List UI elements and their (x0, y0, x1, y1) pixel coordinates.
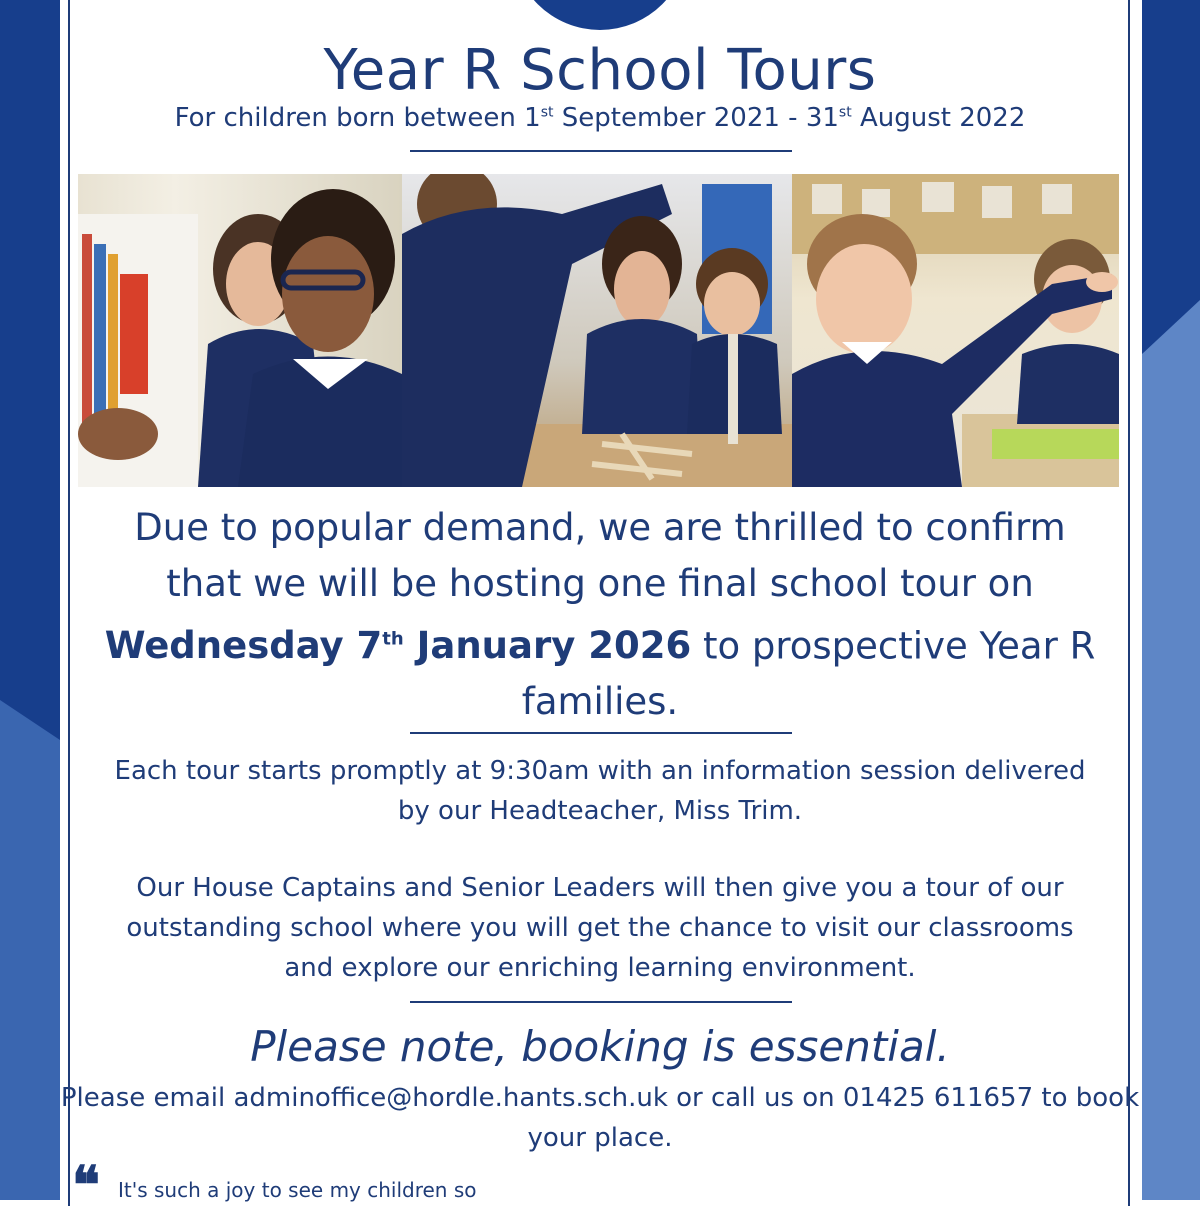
photo-library-children (78, 174, 402, 487)
tour-info-paragraph: Each tour starts promptly at 9:30am with an information session delivered by our Headteacher, Miss Trim. (114, 756, 1086, 826)
tour-date: Wednesday 7th January 2026 (104, 624, 692, 668)
left-border-accent (0, 700, 60, 1200)
photo-classroom-pointing (792, 174, 1119, 487)
announcement-line-1: Due to popular demand, we are thrilled to confirm (134, 506, 1066, 549)
divider (410, 1001, 792, 1003)
announcement (60, 500, 1140, 730)
tour-description-paragraph: Our House Captains and Senior Leaders will then give you a tour of our outstanding school where you will get the chance to visit our classrooms and explore our enriching learning environment. (126, 873, 1074, 983)
page-title: Year R School Tours (323, 38, 877, 103)
photo-science-activity (402, 174, 792, 487)
announcement-line-3: Wednesday 7th January 2026 to prospective Year R (104, 624, 1096, 668)
divider (410, 732, 792, 734)
divider (410, 150, 792, 152)
photo-strip (78, 174, 1119, 487)
contact-info: Please email adminoffice@hordle.hants.sch.uk or call us on 01425 611657 to book your place. (60, 1083, 1140, 1153)
quote-icon: ❝ (72, 1155, 100, 1216)
page-subtitle: For children born between 1st September 2021 - 31st August 2022 (174, 103, 1026, 133)
announcement-line-2: that we will be hosting one final school tour on (166, 562, 1034, 605)
announcement-line-4: families. (521, 680, 679, 724)
booking-note: Please note, booking is essential. (250, 1022, 950, 1071)
testimonial-text: It's such a joy to see my children so (118, 1178, 477, 1202)
